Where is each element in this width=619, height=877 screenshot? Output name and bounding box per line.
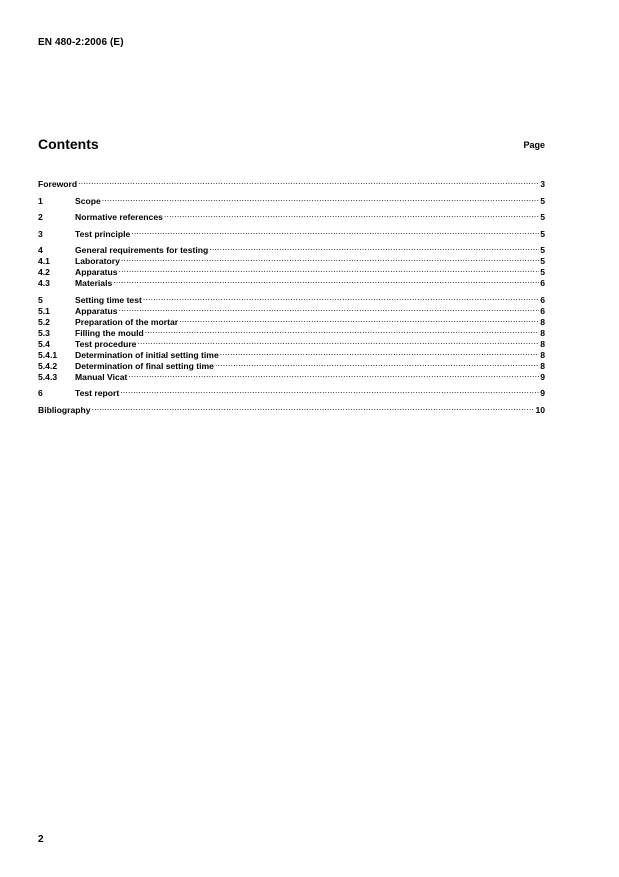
toc-entry-foreword[interactable] — [38, 176, 545, 187]
toc-entry-number: 5.4.3 — [38, 371, 58, 382]
toc-entry-title: Manual Vicat — [75, 371, 128, 382]
toc-entry-page: 8 — [540, 349, 545, 360]
toc-entry-page: 8 — [540, 316, 545, 327]
toc-entry-title: Filling the mould — [75, 327, 144, 338]
toc-entry-number: 5 — [38, 294, 43, 305]
toc-entry-page: 10 — [535, 404, 545, 415]
toc-entry-page: 5 — [540, 245, 545, 255]
toc-entry-title: General requirements for testing — [75, 245, 209, 255]
toc-entry-page: 9 — [540, 371, 545, 382]
toc-dot-leader — [131, 226, 539, 237]
toc-dot-leader — [220, 347, 540, 358]
toc-entry-page: 3 — [540, 179, 545, 189]
toc-dot-leader — [137, 336, 539, 347]
document-header: EN 480-2:2006 (E) — [38, 37, 124, 48]
toc-entry-number: 4.2 — [38, 267, 50, 277]
toc-dot-leader — [113, 275, 539, 286]
toc-entry-title: Setting time test — [75, 294, 142, 305]
toc-entry-normative-references[interactable] — [38, 209, 545, 220]
toc-entry-title: Materials — [75, 278, 113, 288]
toc-entry-page: 5 — [540, 256, 545, 266]
toc-entry-page: 5 — [540, 267, 545, 277]
toc-entry-title: Determination of final setting time — [75, 360, 214, 371]
toc-entry-number: 5.1 — [38, 305, 50, 316]
toc-entry-number: 4.1 — [38, 256, 50, 266]
toc-dot-leader — [164, 209, 539, 220]
toc-entry-title: Test principle — [75, 228, 131, 239]
toc-entry-number: 3 — [38, 228, 43, 239]
toc-entry-page: 6 — [540, 305, 545, 316]
toc-entry-title: Apparatus — [75, 267, 118, 277]
toc-entry-number: 2 — [38, 212, 43, 222]
toc-entry-page: 6 — [540, 278, 545, 288]
toc-dot-leader — [145, 325, 539, 336]
toc-entry-title: Normative references — [75, 212, 163, 222]
toc-entry-number: 6 — [38, 388, 43, 398]
toc-entry-number: 5.3 — [38, 327, 50, 338]
toc-dot-leader — [209, 242, 539, 253]
toc-dot-leader — [215, 358, 539, 369]
toc-entry-title: Bibliography — [38, 404, 91, 415]
toc-entry-test-principle[interactable] — [38, 226, 545, 237]
toc-dot-leader — [121, 253, 539, 264]
toc-entry-page: 6 — [540, 294, 545, 305]
page-number: 2 — [38, 834, 44, 845]
toc-entry-setting-time-test[interactable] — [38, 292, 545, 303]
toc-entry-number: 5.4.1 — [38, 349, 58, 360]
toc-dot-leader — [120, 385, 539, 396]
toc-dot-leader — [119, 264, 540, 275]
toc-entry-page: 5 — [540, 195, 545, 206]
toc-entry-number: 4.3 — [38, 278, 50, 288]
toc-entry-title: Determination of initial setting time — [75, 349, 219, 360]
toc-entry-page: 8 — [540, 327, 545, 338]
toc-entry-number: 5.4.2 — [38, 360, 58, 371]
toc-entry-title: Scope — [75, 195, 101, 206]
toc-entry-title: Preparation of the mortar — [75, 316, 179, 327]
toc-entry-number: 1 — [38, 195, 43, 206]
toc-entry-page: 8 — [540, 338, 545, 349]
toc-entry-number: 5.4 — [38, 338, 50, 349]
toc-entry-title: Laboratory — [75, 256, 120, 266]
page-column-label: Page — [523, 140, 545, 150]
toc-entry-bibliography[interactable] — [38, 402, 545, 413]
toc-entry-page: 9 — [540, 388, 545, 398]
toc-entry-scope[interactable] — [38, 193, 545, 204]
toc-entry-number: 5.2 — [38, 316, 50, 327]
toc-entry-general-requirements[interactable] — [38, 242, 545, 253]
toc-entry-page: 5 — [540, 212, 545, 222]
toc-entry-test-report[interactable] — [38, 385, 545, 396]
toc-dot-leader — [92, 402, 535, 413]
toc-entry-title: Foreword — [38, 179, 78, 189]
toc-entry-number: 4 — [38, 245, 43, 255]
toc-dot-leader — [78, 176, 539, 187]
toc-entry-materials[interactable] — [38, 275, 545, 286]
toc-entry-page: 8 — [540, 360, 545, 371]
toc-entry-title: Apparatus — [75, 305, 118, 316]
toc-dot-leader — [143, 292, 539, 303]
toc-dot-leader — [128, 369, 539, 380]
toc-dot-leader — [179, 314, 539, 325]
toc-entry-title: Test report — [75, 388, 120, 398]
table-of-contents — [38, 176, 545, 413]
contents-heading: Contents — [38, 136, 99, 152]
toc-entry-page: 5 — [540, 228, 545, 239]
toc-dot-leader — [102, 193, 539, 204]
toc-entry-title: Test procedure — [75, 338, 137, 349]
toc-dot-leader — [119, 303, 540, 314]
